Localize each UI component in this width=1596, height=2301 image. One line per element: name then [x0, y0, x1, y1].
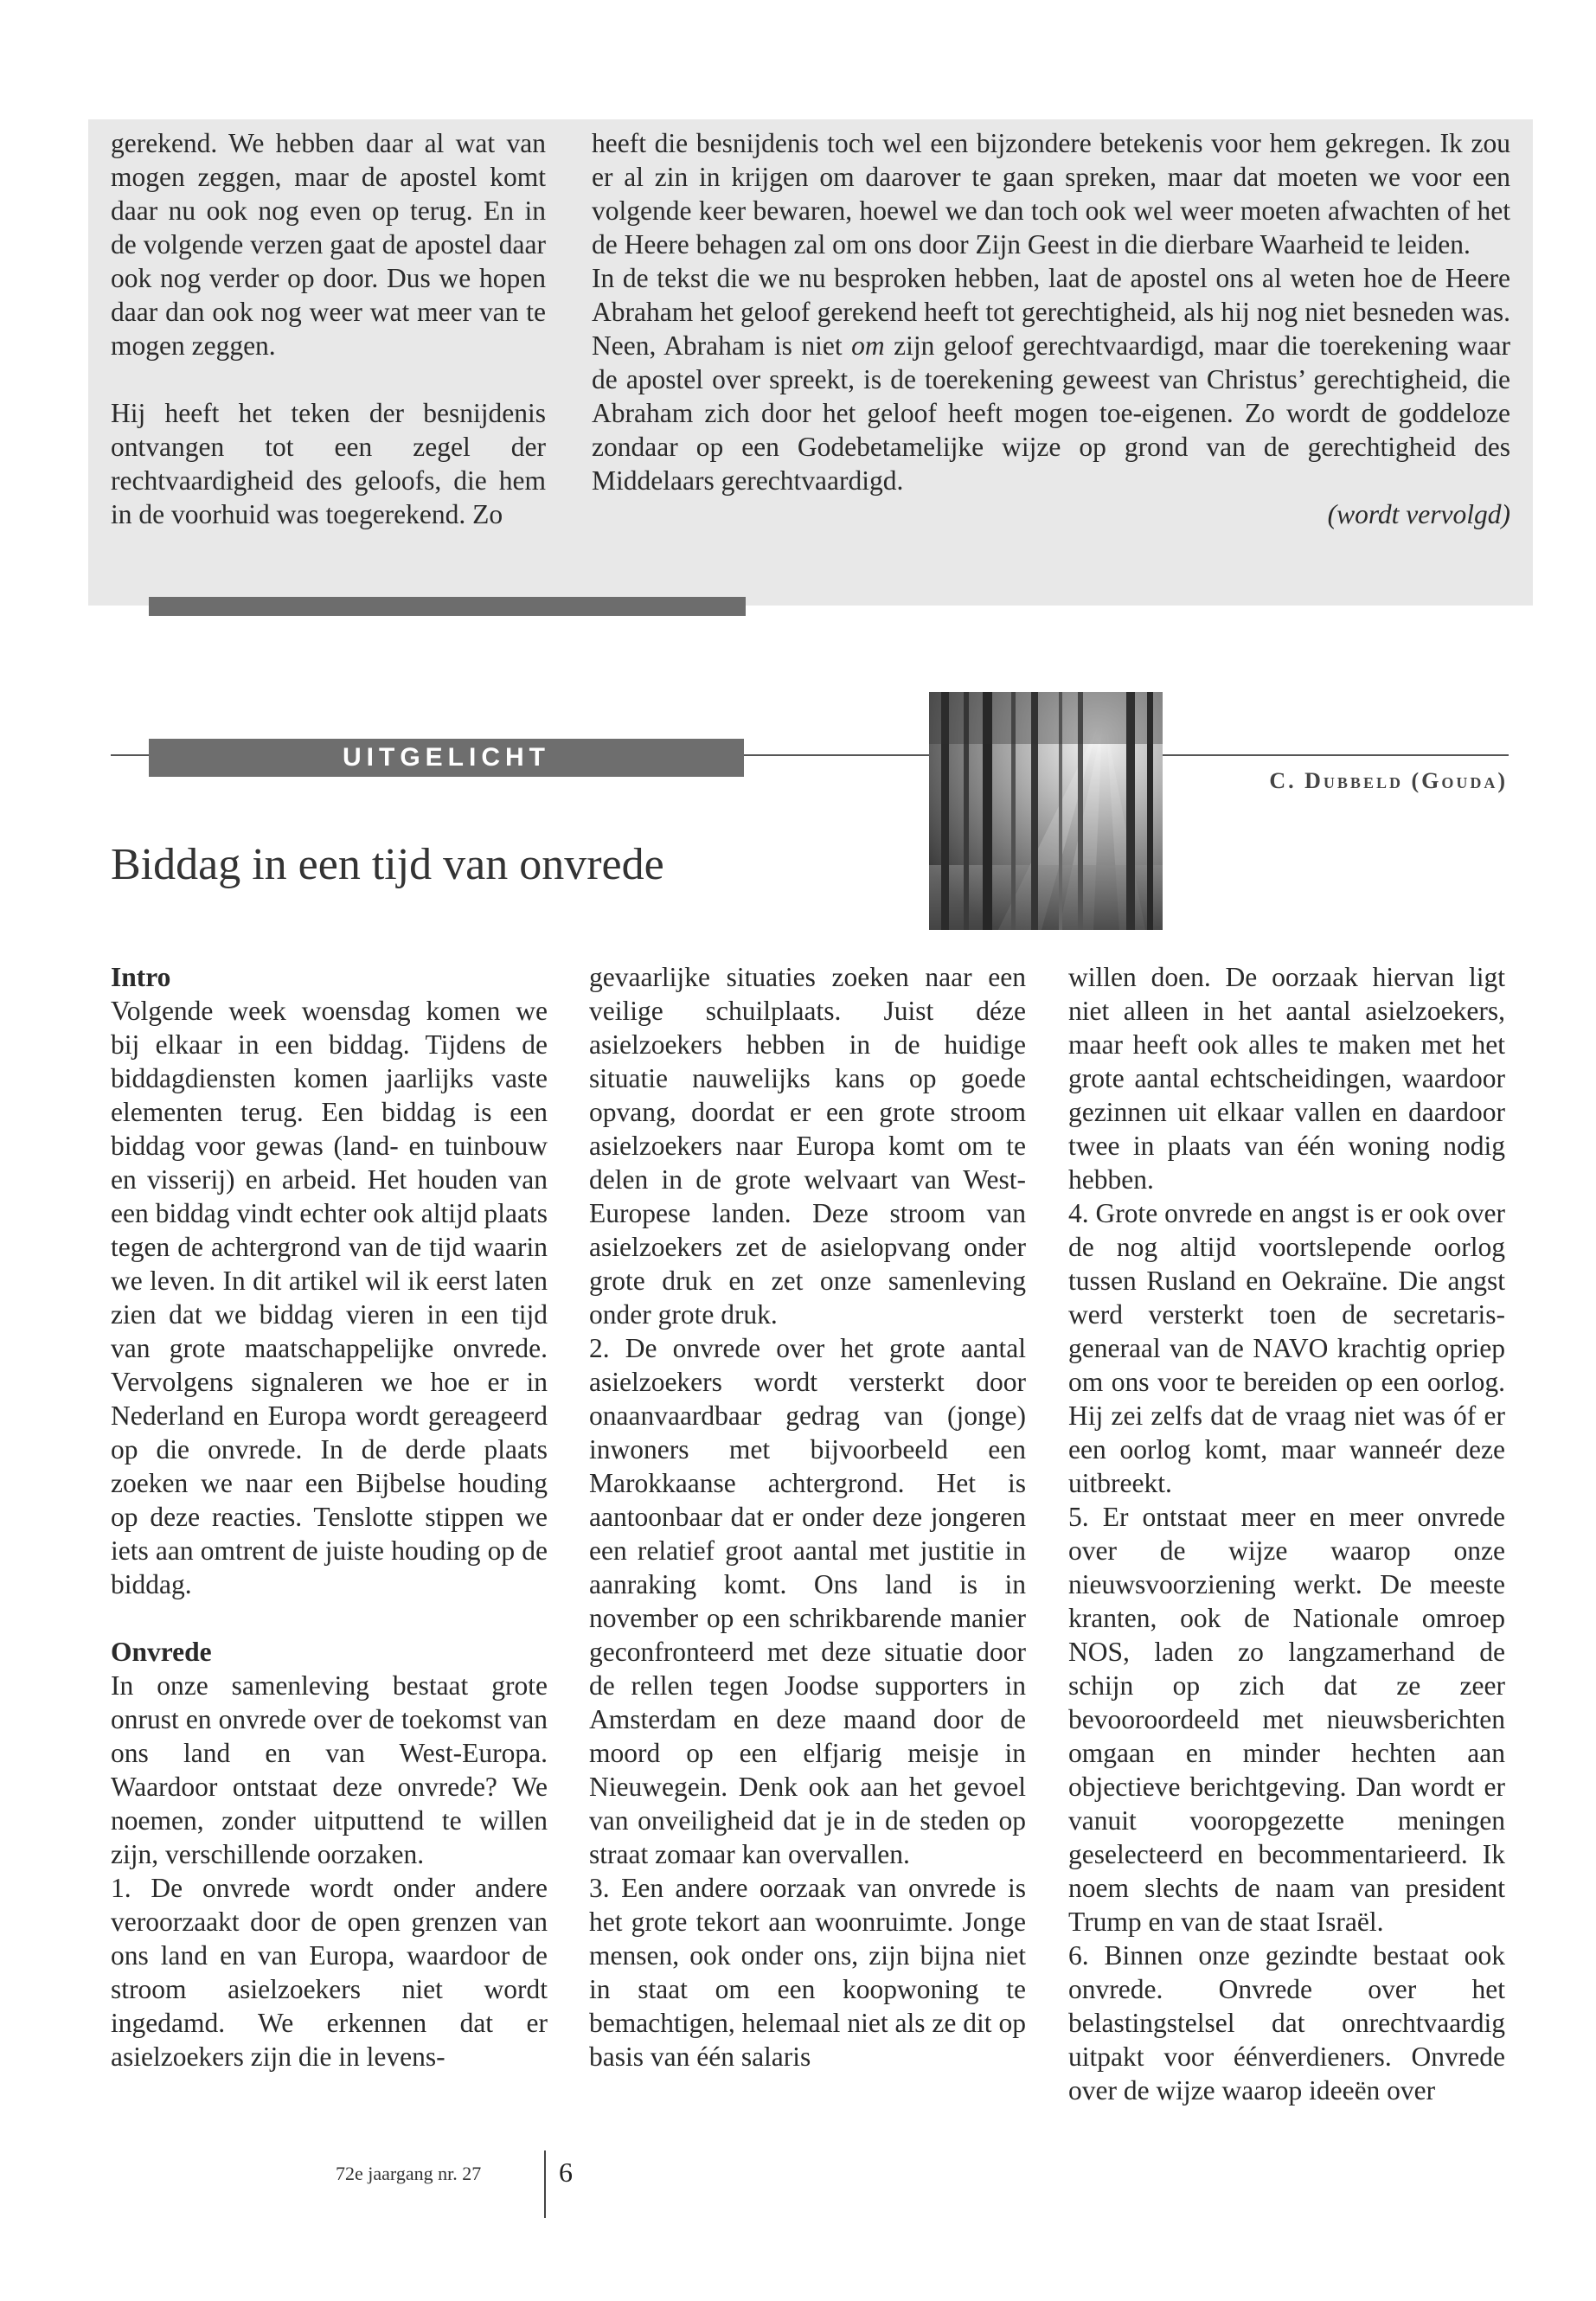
forest-photo — [929, 692, 1163, 930]
paragraph-text-part: zijn geloof gerechtvaardigd, maar die toerekening waar de apostel over spreekt, is de toerekening geweest van Christus’ gerechtigheid, die Abraham zich door het geloof heeft mogen toe-eigenen. Zo wordt de goddeloze zondaar op een Godebetamelijke wijze op grond van de gerechtigheid des Middelaars gerechtvaardigd. — [592, 330, 1511, 496]
page-number: 6 — [559, 2157, 573, 2188]
continuation-left-column — [111, 126, 546, 565]
article-column-2 — [589, 960, 1026, 2073]
paragraph-text-part: In de tekst die we nu besproken hebben, laat de apostel ons al weten hoe de Heere Abraham het geloof gerekend heeft tot gerechtigheid, als hij nog niet besneden was. Neen, Abraham is niet — [592, 263, 1510, 361]
footer-divider — [544, 2150, 546, 2218]
article-headline: Biddag in een tijd van onvrede — [111, 840, 664, 889]
article-column-1 — [111, 960, 548, 2073]
continuation-bar — [149, 597, 746, 616]
point-2-paragraph: 2. De onvrede over het grote aantal asielzoekers wordt versterkt door onaanvaardbaar gedrag van (jonge) inwoners met bijvoorbeeld een Marokkaanse achtergrond. Het is aantoonbaar dat er onder deze jongeren een relatief groot aantal met justitie in aanraking komt. Ons land is in november op een schrikbarende manier geconfronteerd met deze situatie door de rellen tegen Joodse supporters in Amsterdam en deze maand door de moord op een elfjarig meisje in Nieuwegein. Denk ook aan het gevoel van onveiligheid dat je in de steden op straat zomaar kan overvallen. — [589, 1333, 1026, 1869]
continuation-right-paragraph-2 — [592, 261, 1510, 497]
intro-paragraph: Volgende week woensdag komen we bij elkaar in een biddag. Tijdens de biddagdiensten komen jaarlijks vaste elementen terug. Een biddag is een biddag voor gewas (land- en tuinbouw en visserij) en arbeid. Het houden van een biddag vindt echter ook altijd plaats tegen de achtergrond van de tijd waarin we leven. In dit artikel wil ik eerst laten zien dat we biddag vieren in een tijd van grote maatschappelijke onvrede. Vervolgens signaleren we hoe er in Nederland en Europa wordt gereageerd op die onvrede. In de derde plaats zoeken we naar een Bijbelse houding op deze reacties. Tenslotte stippen we iets aan omtrent de juiste houding op de biddag. — [111, 996, 548, 1599]
author-name: C. Dubbeld (Gouda) — [1269, 768, 1508, 793]
paragraph-gap — [111, 1601, 548, 1635]
continuation-right-paragraph-1: heeft die besnijdenis toch wel een bijzondere betekenis voor hem gekregen. Ik zou er al zin in krijgen om daarover te gaan spreken, maar dat moeten we voor een volgende keer bewaren, hoewel we dan toch ook wel weer moeten afwachten of het de Heere behagen zal om ons door Zijn Geest in die dierbare Waarheid te leiden. — [592, 128, 1510, 260]
continuation-left-paragraph-2: Hij heeft het teken der besnijdenis ontvangen tot een zegel der rechtvaardigheid des geloofs, die hem in de voorhuid was toegerekend. Zo — [111, 398, 546, 529]
emphasis-text: om — [851, 330, 885, 361]
point-4-paragraph: 4. Grote onvrede en angst is er ook over de nog altijd voortslepende oorlog tussen Rusland en Oekraïne. Die angst werd versterkt toen de secretaris-generaal van de NAVO krachtig opriep om ons voor te bereiden op een oorlog. Hij zei zelfs dat de vraag niet was óf er een oorlog komt, maar wanneér deze uitbreekt. — [1068, 1198, 1505, 1498]
subheading-intro: Intro — [111, 962, 171, 992]
section-label: UITGELICHT — [149, 739, 744, 777]
section-rule-right — [1163, 754, 1509, 756]
column-3-paragraph-1: willen doen. De oorzaak hiervan ligt niet alleen in het aantal asielzoekers, maar heeft ook alles te maken met het grote aantal echtscheidingen, waardoor gezinnen uit elkaar vallen en daardoor twee in plaats van één woning nodig hebben. — [1068, 962, 1505, 1195]
point-1-paragraph: 1. De onvrede wordt onder andere veroorzaakt door de open grenzen van ons land en van Europa, waardoor de stroom asielzoekers niet wordt ingedamd. We erkennen dat er asielzoekers zijn die in levens- — [111, 1873, 548, 2072]
onvrede-paragraph: In onze samenleving bestaat grote onrust en onvrede over de toekomst van ons land en van West-Europa. Waardoor ontstaat deze onvrede? We noemen, zonder uitputtend te willen zijn, verschillende oorzaken. — [111, 1670, 548, 1869]
column-2-paragraph-1: gevaarlijke situaties zoeken naar een veilige schuilplaats. Juist déze asielzoekers hebben in de huidige situatie nauwelijks kans op goede opvang, doordat er een grote stroom asielzoekers naar Europa komt om te delen in de grote welvaart van West-Europese landen. Deze stroom van asielzoekers zet de asielopvang onder grote druk en zet onze samenleving onder grote druk. — [589, 962, 1026, 1330]
section-rule-left — [111, 754, 149, 756]
subheading-onvrede: Onvrede — [111, 1637, 212, 1667]
point-5-paragraph: 5. Er ontstaat meer en meer onvrede over de wijze waarop onze nieuwsvoorziening werkt. De meeste kranten, ook de Nationale omroep NOS, laden zo langzamerhand de schijn op zich dat ze zeer bevooroordeeld met nieuwsberichten omgaan en minder hechten aan objectieve berichtgeving. Dan wordt er vanuit vooropgezette meningen geselecteerd en becommentarieerd. Ik noem slechts de naam van president Trump en van de staat Israël. — [1068, 1502, 1505, 1937]
continued-note: (wordt vervolgd) — [1327, 499, 1510, 529]
continuation-left-paragraph-1: gerekend. We hebben daar al wat van mogen zeggen, maar de apostel komt daar nu ook nog even op terug. En in de volgende verzen gaat de apostel daar ook nog verder op door. Dus we hopen daar dan ook nog weer wat meer van te mogen zeggen. — [111, 128, 546, 361]
point-3-paragraph: 3. Een andere oorzaak van onvrede is het grote tekort aan woonruimte. Jonge mensen, ook onder ons, zijn bijna niet in staat om een koopwoning te bemachtigen, helemaal niet als ze dit op basis van één salaris — [589, 1873, 1026, 2072]
section-rule-middle — [744, 754, 929, 756]
article-column-3 — [1068, 960, 1505, 2107]
issue-info: 72e jaargang nr. 27 — [336, 2163, 482, 2184]
point-6-paragraph: 6. Binnen onze gezindte bestaat ook onvrede. Onvrede over het belastingstelsel dat onrechtvaardig uitpakt voor éénverdieners. Onvrede over de wijze waarop ideeën over — [1068, 1940, 1505, 2106]
continuation-right-column — [592, 126, 1510, 531]
forest-image — [929, 692, 1163, 930]
